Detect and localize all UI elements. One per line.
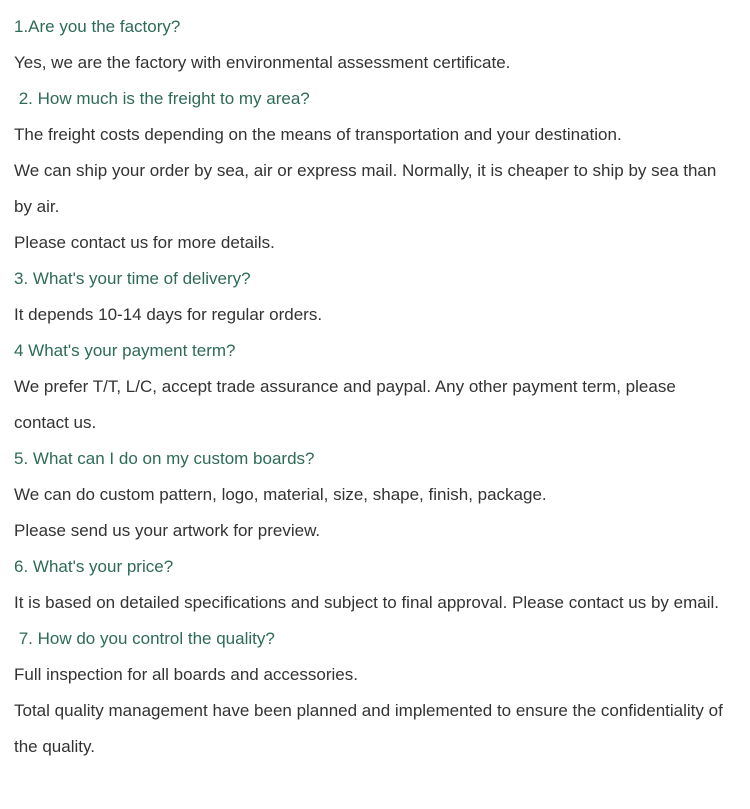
faq-answer-4: We prefer T/T, L/C, accept trade assurance and paypal. Any other payment term, please contact us. [14, 377, 676, 432]
faq-answer-2-2: We can ship your order by sea, air or express mail. Normally, it is cheaper to ship by sea than by air. [14, 161, 717, 216]
faq-question-6: 6. What's your price? [14, 557, 174, 576]
faq-answer-5-1: We can do custom pattern, logo, material, size, shape, finish, package. [14, 485, 547, 504]
faq-answer-6: It is based on detailed specifications and subject to final approval. Please contact us by email. [14, 593, 719, 612]
faq-answer-1: Yes, we are the factory with environmental assessment certificate. [14, 53, 511, 72]
faq-answer-2-1: The freight costs depending on the means of transportation and your destination. [14, 125, 622, 144]
faq-answer-2-3: Please contact us for more details. [14, 233, 275, 252]
faq-question-5: 5. What can I do on my custom boards? [14, 449, 315, 468]
faq-question-4: 4 What's your payment term? [14, 341, 236, 360]
faq-answer-7-2: Total quality management have been planned and implemented to ensure the confidentiality of the quality. [14, 701, 723, 756]
faq-answer-7-1: Full inspection for all boards and accessories. [14, 665, 358, 684]
faq-question-3: 3. What's your time of delivery? [14, 269, 251, 288]
faq-answer-3: It depends 10-14 days for regular orders. [14, 305, 323, 324]
faq-question-2: 2. How much is the freight to my area? [14, 89, 310, 108]
faq-question-1: 1.Are you the factory? [14, 17, 181, 36]
faq-question-7: 7. How do you control the quality? [14, 629, 275, 648]
faq-answer-5-2: Please send us your artwork for preview. [14, 521, 321, 540]
